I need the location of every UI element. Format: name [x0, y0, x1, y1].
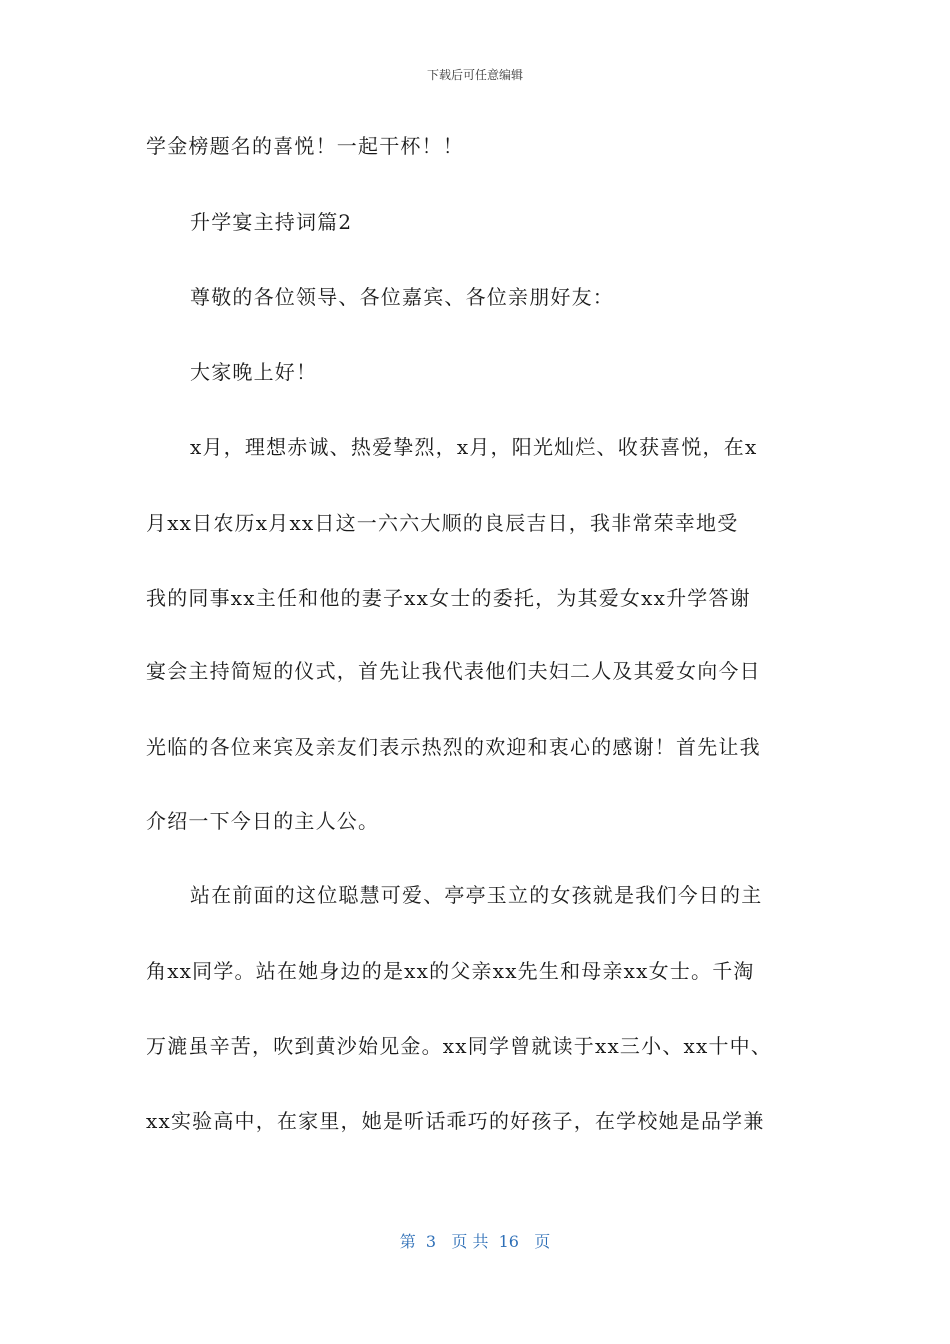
text-line: 角xx同学。站在她身边的是xx的父亲xx先生和母亲xx女士。千淘 — [146, 959, 755, 983]
text-line: 月xx日农历x月xx日这一六六大顺的良辰吉日，我非常荣幸地受 — [146, 511, 739, 535]
text-line: 学金榜题名的喜悦！一起干杯！！ — [146, 134, 464, 158]
text-line: 尊敬的各位领导、各位嘉宾、各位亲朋好友： — [190, 285, 614, 309]
text-line: xx实验高中，在家里，她是听话乖巧的好孩子，在学校她是品学兼 — [146, 1109, 765, 1133]
text-line: 站在前面的这位聪慧可爱、亭亭玉立的女孩就是我们今日的主 — [190, 883, 763, 907]
page-footer: 第 3 页 共 16 页 — [399, 1232, 551, 1251]
page-header: 下载后可任意编辑 — [426, 68, 523, 82]
text-line: 我的同事xx主任和他的妻子xx女士的委托，为其爱女xx升学答谢 — [146, 586, 751, 610]
text-line: 光临的各位来宾及亲友们表示热烈的欢迎和衷心的感谢！首先让我 — [146, 735, 761, 759]
text-line: 万漉虽辛苦，吹到黄沙始见金。xx同学曾就读于xx三小、xx十中、 — [146, 1034, 773, 1058]
text-line: 宴会主持简短的仪式，首先让我代表他们夫妇二人及其爱女向今日 — [146, 659, 761, 683]
text-line: 介绍一下今日的主人公。 — [146, 809, 380, 833]
section-heading: 升学宴主持词篇2 — [190, 210, 353, 234]
text-line: 大家晚上好！ — [190, 360, 318, 384]
text-line: x月，理想赤诚、热爱挚烈，x月，阳光灿烂、收获喜悦，在x — [190, 435, 758, 459]
